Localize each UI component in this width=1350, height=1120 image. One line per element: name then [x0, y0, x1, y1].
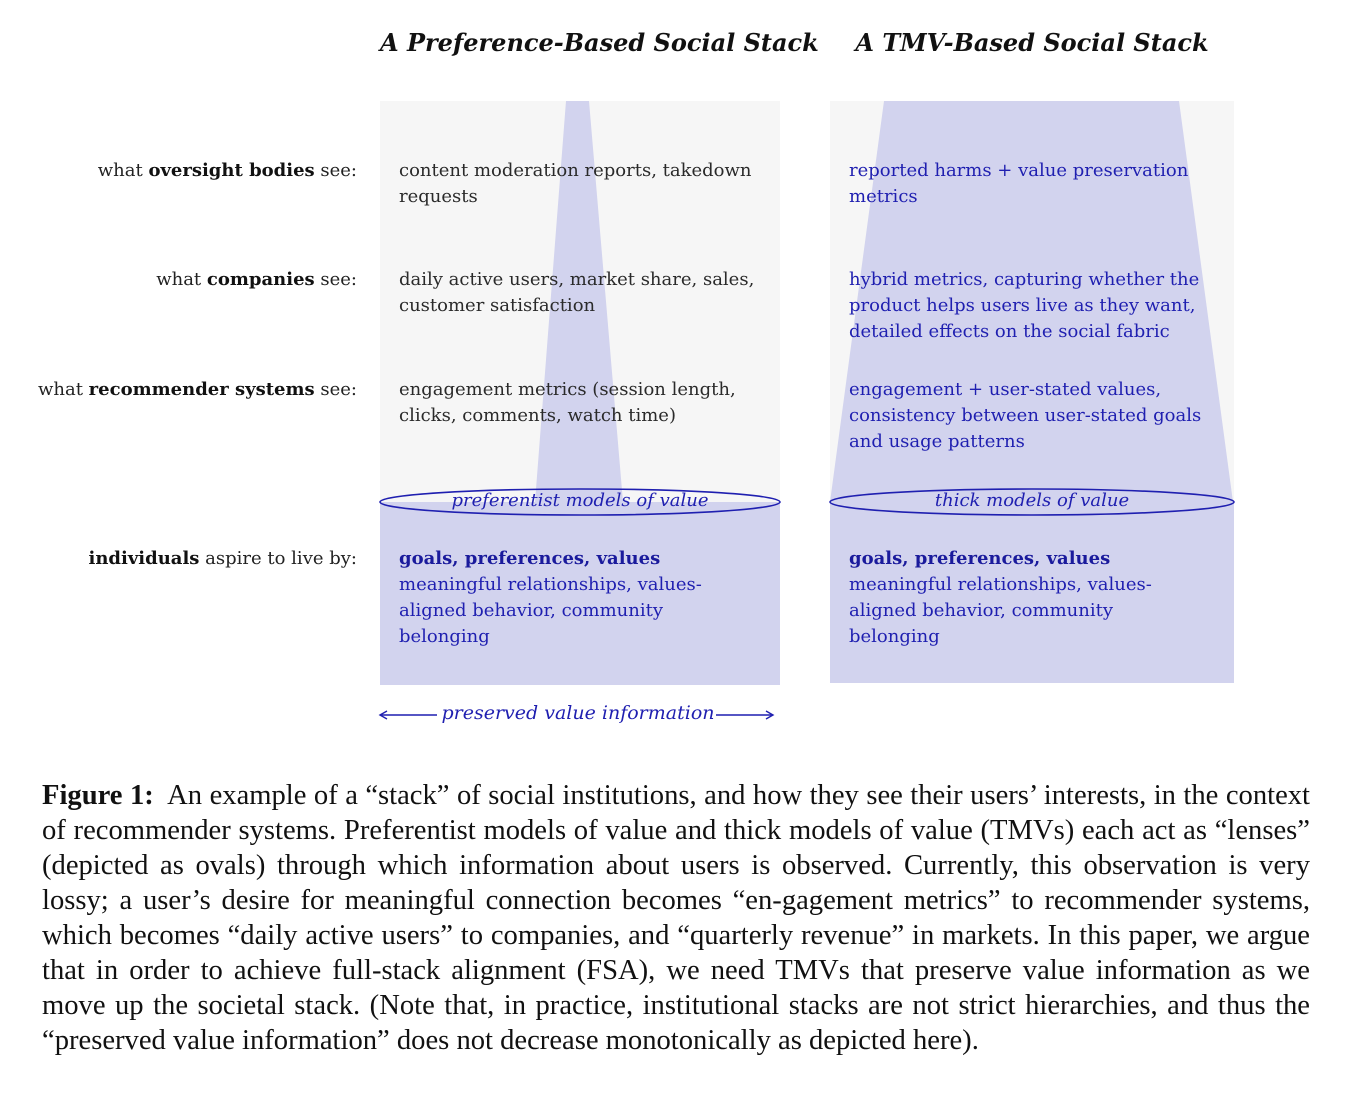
right-individuals-text: meaningful relationships, values-aligned behavior, community belonging: [849, 574, 1152, 647]
right-recommender-cell: engagement + user-stated values, consistency between user-stated goals and usage patterns: [849, 379, 1202, 452]
row-label-recommender-systems: what recommender systems see:: [37, 379, 357, 400]
figure-caption: [42, 778, 1310, 1058]
left-individuals-cell: [399, 546, 729, 650]
left-column-title: A Preference-Based Social Stack: [380, 28, 819, 57]
right-lens-label: thick models of value: [934, 490, 1130, 511]
left-recommender-cell: engagement metrics (session length, clicks, comments, watch time): [399, 379, 736, 426]
row-label-oversight-bodies: what oversight bodies see:: [97, 160, 357, 181]
right-oversight-cell: reported harms + value preservation metrics: [849, 160, 1189, 207]
preserved-value-information-label: preserved value information: [441, 702, 715, 724]
left-lens-label: preferentist models of value: [451, 490, 709, 511]
right-companies-cell: hybrid metrics, capturing whether the product helps users live as they want, detailed effects on the social fabric: [849, 269, 1200, 342]
figure-caption-text: An example of a “stack” of social institutions, and how they see their users’ interests, in the context of recommender systems. Preferentist models of value and thick models of value (TMVs) each act as “lenses” (depicted as ovals) through which information about users is observed. Currently, this observation is very lossy; a user’s desire for meaningful connection becomes “en-gagement metrics” to recommender systems, which becomes “daily active users” to companies, and “quarterly revenue” in markets. In this paper, we argue that in order to achieve full-stack alignment (FSA), we need TMVs that preserve value information as we move up the societal stack. (Note that, in practice, institutional stacks are not strict hierarchies, and thus the “preserved value information” does not decrease monotonically as depicted here).: [42, 780, 1310, 1056]
left-oversight-cell: content moderation reports, takedown requests: [399, 160, 752, 207]
left-individuals-text: meaningful relationships, values-aligned behavior, community belonging: [399, 574, 702, 647]
left-individuals-heading: goals, preferences, values: [399, 548, 661, 569]
right-individuals-cell: [849, 546, 1179, 650]
left-companies-cell: daily active users, market share, sales, customer satisfaction: [399, 269, 755, 316]
row-label-companies: what companies see:: [156, 269, 357, 290]
row-label-individuals: individuals aspire to live by:: [88, 548, 357, 569]
figure-caption-label: Figure 1:: [42, 780, 154, 811]
right-column-title: A TMV-Based Social Stack: [855, 28, 1209, 57]
right-individuals-heading: goals, preferences, values: [849, 548, 1111, 569]
